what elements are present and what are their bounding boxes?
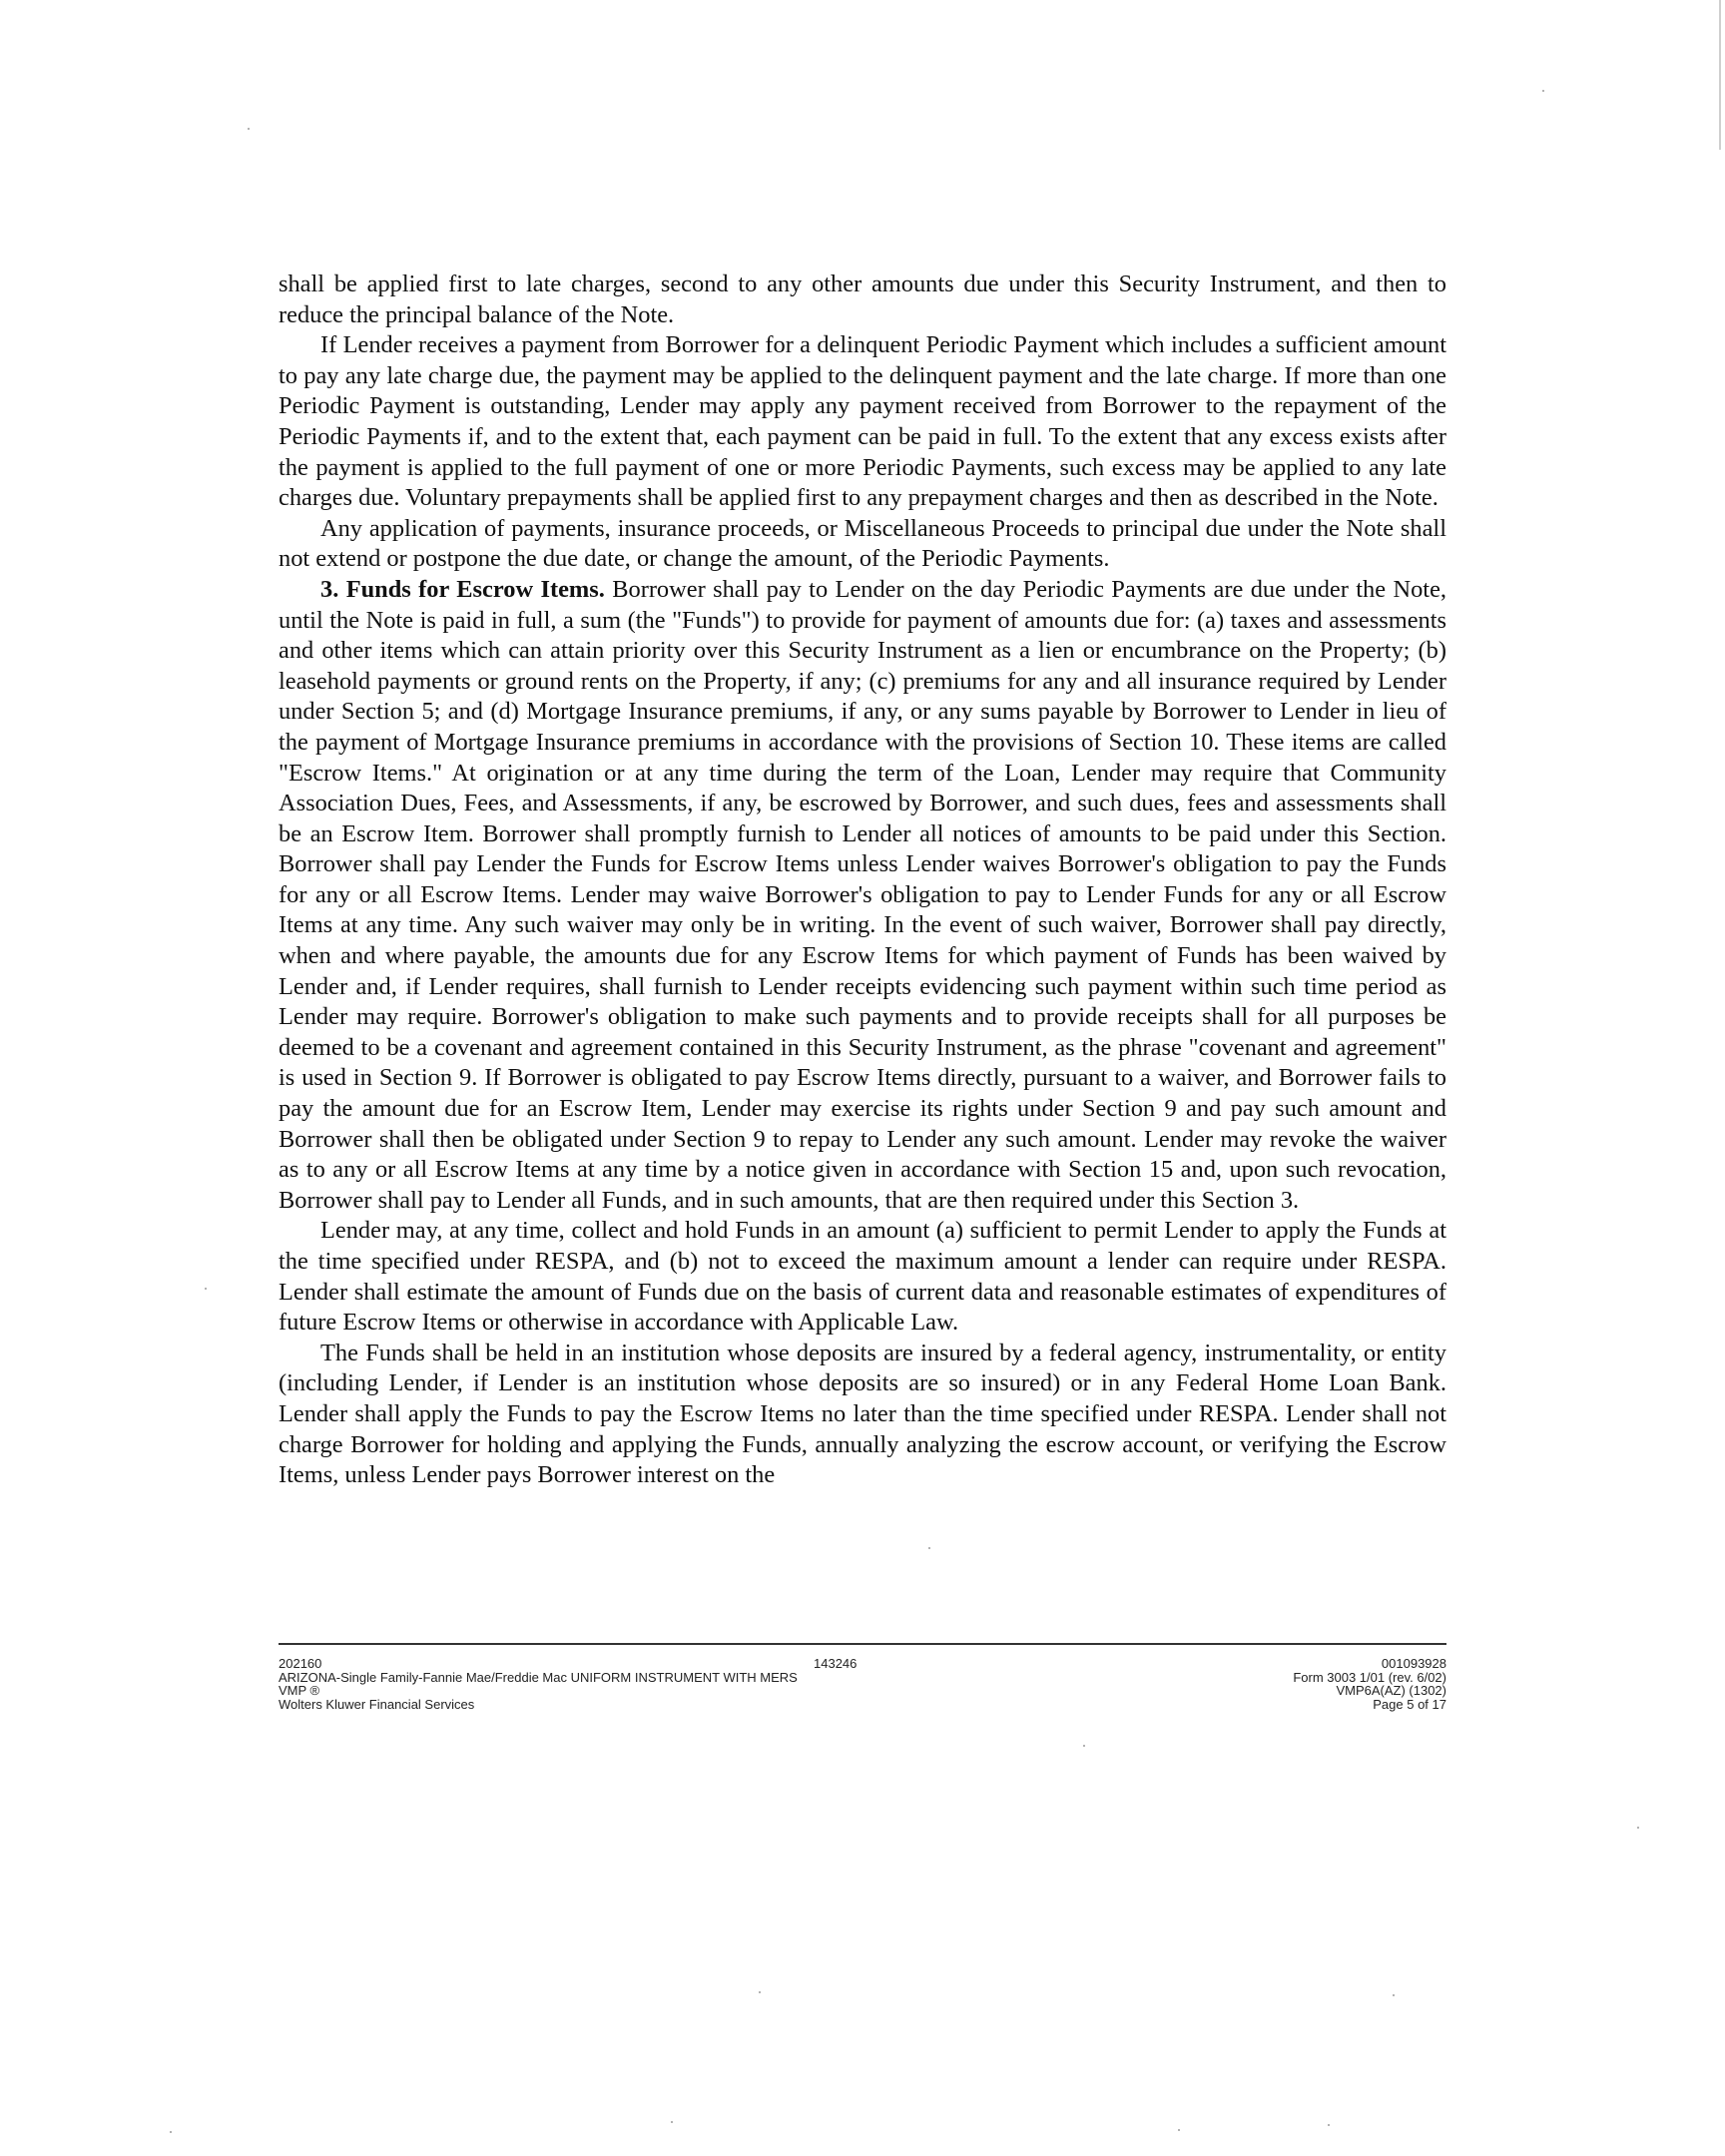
paragraph-delinquent-payment: If Lender receives a payment from Borrower for a delinquent Periodic Payment which includes a sufficient amount to pay any late charge due, the payment may be applied to the delinquent payment and the late charge. If more than one Periodic Payment is outstanding, Lender may apply any payment received from Borrower to the repayment of the Periodic Payments if, and to the extent that, each payment can be paid in full. To the extent that any excess exists after the payment is applied to the full payment of one or more Periodic Payments, such excess may be applied to any late charges due. Voluntary prepayments shall be applied first to any prepayment charges and then as described in the Note. — [279, 331, 1446, 512]
footer-vmp: VMP ® — [279, 1683, 320, 1698]
scan-speck — [248, 128, 250, 130]
scan-speck — [205, 1288, 207, 1290]
section-3-text: Borrower shall pay to Lender on the day Periodic Payments are due under the Note, until the Note is paid in full, a sum (the "Funds") to provide for payment of amounts due for: (a) taxes and assessments and other items which can attain priority over this Security Instrument as a lien or encumbrance on the Property; (b) leasehold payments or ground rents on the Property, if any; (c) premiums for any and all insurance required by Lender under Section 5; and (d) Mortgage Insurance premiums, if any, or any sums payable by Borrower to Lender in lieu of the payment of Mortgage Insurance premiums in accordance with the provisions of Section 10. These items are called "Escrow Items." At origination or at any time during the term of the Loan, Lender may require that Community Association Dues, Fees, and Assessments, if any, be escrowed by Borrower, and such dues, fees and assessments shall be an Escrow Item. Borrower shall promptly furnish to Lender all notices of amounts to be paid under this Section. Borrower shall pay Lender the Funds for Escrow Items unless Lender waives Borrower's obligation to pay the Funds for any or all Escrow Items. Lender may waive Borrower's obligation to pay to Lender Funds for any or all Escrow Items at any time. Any such waiver may only be in writing. In the event of such waiver, Borrower shall pay directly, when and where payable, the amounts due for any Escrow Items for which payment of Funds has been waived by Lender and, if Lender requires, shall furnish to Lender receipts evidencing such payment within such time period as Lender may require. Borrower's obligation to make such payments and to provide receipts shall for all purposes be deemed to be a covenant and agreement contained in this Security Instrument, as the phrase "covenant and agreement" is used in Section 9. If Borrower is obligated to pay Escrow Items directly, pursuant to a waiver, and Borrower fails to pay the amount due for an Escrow Item, Lender may exercise its rights under Section 9 and pay such amount and Borrower shall then be obligated under Section 9 to repay to Lender any such amount. Lender may revoke the waiver as to any or all Escrow Items at any time by a notice given in accordance with Section 15 and, upon such revocation, Borrower shall pay to Lender all Funds, and in such amounts, that are then required under this Section 3. — [279, 575, 1446, 1214]
footer-divider — [279, 1643, 1446, 1645]
document-body — [279, 270, 1446, 1491]
footer-page-number: Page 5 of 17 — [1373, 1696, 1446, 1712]
scan-speck — [1637, 1827, 1639, 1829]
paragraph-continuation: shall be applied first to late charges, second to any other amounts due under this Security Instrument, and then to reduce the principal balance of the Note. — [279, 270, 1446, 328]
scan-speck — [1328, 2124, 1330, 2126]
scan-speck — [1083, 1745, 1085, 1747]
paragraph-collect-and-hold-funds: Lender may, at any time, collect and hold Funds in an amount (a) sufficient to permit Lender to apply the Funds at the time specified under RESPA, and (b) not to exceed the maximum amount a lender can require under RESPA. Lender shall estimate the amount of Funds due on the basis of current data and reasonable estimates of expenditures of future Escrow Items or otherwise in accordance with Applicable Law. — [279, 1217, 1446, 1337]
paragraph-funds-held-institution: The Funds shall be held in an institution whose deposits are insured by a federal agency, instrumentality, or entity (including Lender, if Lender is an institution whose deposits are so insured) or in any Federal Home Loan Bank. Lender shall apply the Funds to pay the Escrow Items no later than the time specified under RESPA. Lender shall not charge Borrower for holding and applying the Funds, annually analyzing the escrow account, or verifying the Escrow Items, unless Lender pays Borrower interest on the — [279, 1339, 1446, 1489]
footer-right-block — [1148, 1657, 1446, 1711]
footer-code: 202160 — [279, 1656, 322, 1671]
scan-edge-mark — [1719, 0, 1721, 150]
scan-speck — [1178, 2129, 1180, 2131]
paragraph-section-3 — [279, 575, 1446, 1216]
footer-loan-number: 001093928 — [1381, 1656, 1446, 1671]
scan-speck — [170, 2131, 172, 2133]
paragraph-application-of-payments: Any application of payments, insurance proceeds, or Miscellaneous Proceeds to principal due under the Note shall not extend or postpone the due date, or change the amount, of the Periodic Payments. — [279, 514, 1446, 573]
section-3-heading: 3. Funds for Escrow Items. — [320, 575, 605, 603]
footer-center-block — [814, 1657, 933, 1671]
footer-center-number: 143246 — [814, 1656, 858, 1671]
footer-publisher: Wolters Kluwer Financial Services — [279, 1696, 475, 1712]
scan-speck — [671, 2121, 673, 2123]
scan-speck — [928, 1547, 930, 1549]
footer-vmp-code: VMP6A(AZ) (1302) — [1336, 1683, 1446, 1698]
scan-speck — [1542, 90, 1544, 92]
scan-speck — [759, 1991, 761, 1993]
footer-form-number: Form 3003 1/01 (rev. 6/02) — [1293, 1669, 1446, 1685]
footer-form-name: ARIZONA-Single Family-Fannie Mae/Freddie Mac UNIFORM INSTRUMENT WITH MERS — [279, 1669, 798, 1685]
scan-speck — [1393, 1994, 1395, 1996]
